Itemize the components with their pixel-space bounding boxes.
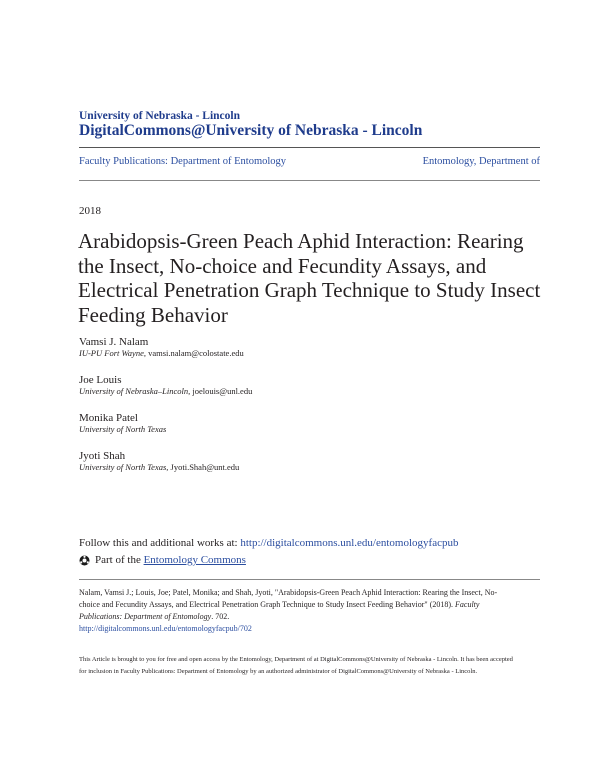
author-affiliation: University of North Texas, Jyoti.Shah@unt.edu xyxy=(79,462,240,472)
author-block xyxy=(79,374,252,396)
citation-divider xyxy=(79,579,540,580)
header-divider xyxy=(79,147,540,148)
follow-text: Follow this and additional works at: xyxy=(79,537,241,549)
author-block xyxy=(79,336,244,358)
collection-link[interactable]: Faculty Publications: Department of Entomology xyxy=(79,156,287,167)
access-notice: This Article is brought to you for free and open access by the Entomology, Department of at DigitalCommons@University of Nebraska - Lincoln. It has been accepted for inclusion in Faculty Publications: Department of Entomology by an authorized administrator of DigitalCommons@University of Nebraska - Lincoln. xyxy=(79,656,513,675)
author-name: Monika Patel xyxy=(79,412,138,424)
nav-divider xyxy=(79,180,540,181)
network-icon xyxy=(79,555,90,566)
author-block xyxy=(79,450,239,472)
author-name: Joe Louis xyxy=(79,374,122,386)
author-block xyxy=(79,412,166,434)
collection-url-link[interactable]: http://digitalcommons.unl.edu/entomologyfacpub xyxy=(240,537,459,549)
author-affiliation: University of Nebraska–Lincoln, joelouis@unl.edu xyxy=(79,386,253,396)
citation-number: . 702. xyxy=(211,612,230,621)
follow-line xyxy=(79,537,458,549)
author-name: Vamsi J. Nalam xyxy=(79,336,149,348)
part-of-line xyxy=(79,554,246,566)
author-affiliation: IU-PU Fort Wayne, vamsi.nalam@colostate.edu xyxy=(79,348,244,358)
university-name[interactable]: University of Nebraska - Lincoln xyxy=(79,110,240,122)
citation-series: Faculty Publications: Department of Entomology xyxy=(79,600,480,621)
repository-name[interactable]: DigitalCommons@University of Nebraska - Lincoln xyxy=(79,122,423,139)
citation-text: Nalam, Vamsi J.; Louis, Joe; Patel, Monika; and Shah, Jyoti, "Arabidopsis-Green Peach Aphid Interaction: Rearing the Insect, No-choice and Fecundity Assays, and Electrical Penetration Graph Technique to Study Insect Feeding Behavior" (2018). xyxy=(79,588,498,609)
publication-year: 2018 xyxy=(79,205,101,217)
entomology-commons-link[interactable]: Entomology Commons xyxy=(143,554,246,566)
author-affiliation: University of North Texas xyxy=(79,424,167,434)
citation xyxy=(79,587,509,635)
article-title: Arabidopsis-Green Peach Aphid Interaction: Rearing the Insect, No-choice and Fecundity Assays, and Electrical Penetration Graph Technique to Study Insect Feeding Behavior xyxy=(78,229,541,327)
department-link[interactable]: Entomology, Department of xyxy=(422,156,540,167)
author-name: Jyoti Shah xyxy=(79,450,126,462)
part-of-text: Part of the xyxy=(95,554,144,566)
citation-url-link[interactable]: http://digitalcommons.unl.edu/entomologyfacpub/702 xyxy=(79,624,252,633)
